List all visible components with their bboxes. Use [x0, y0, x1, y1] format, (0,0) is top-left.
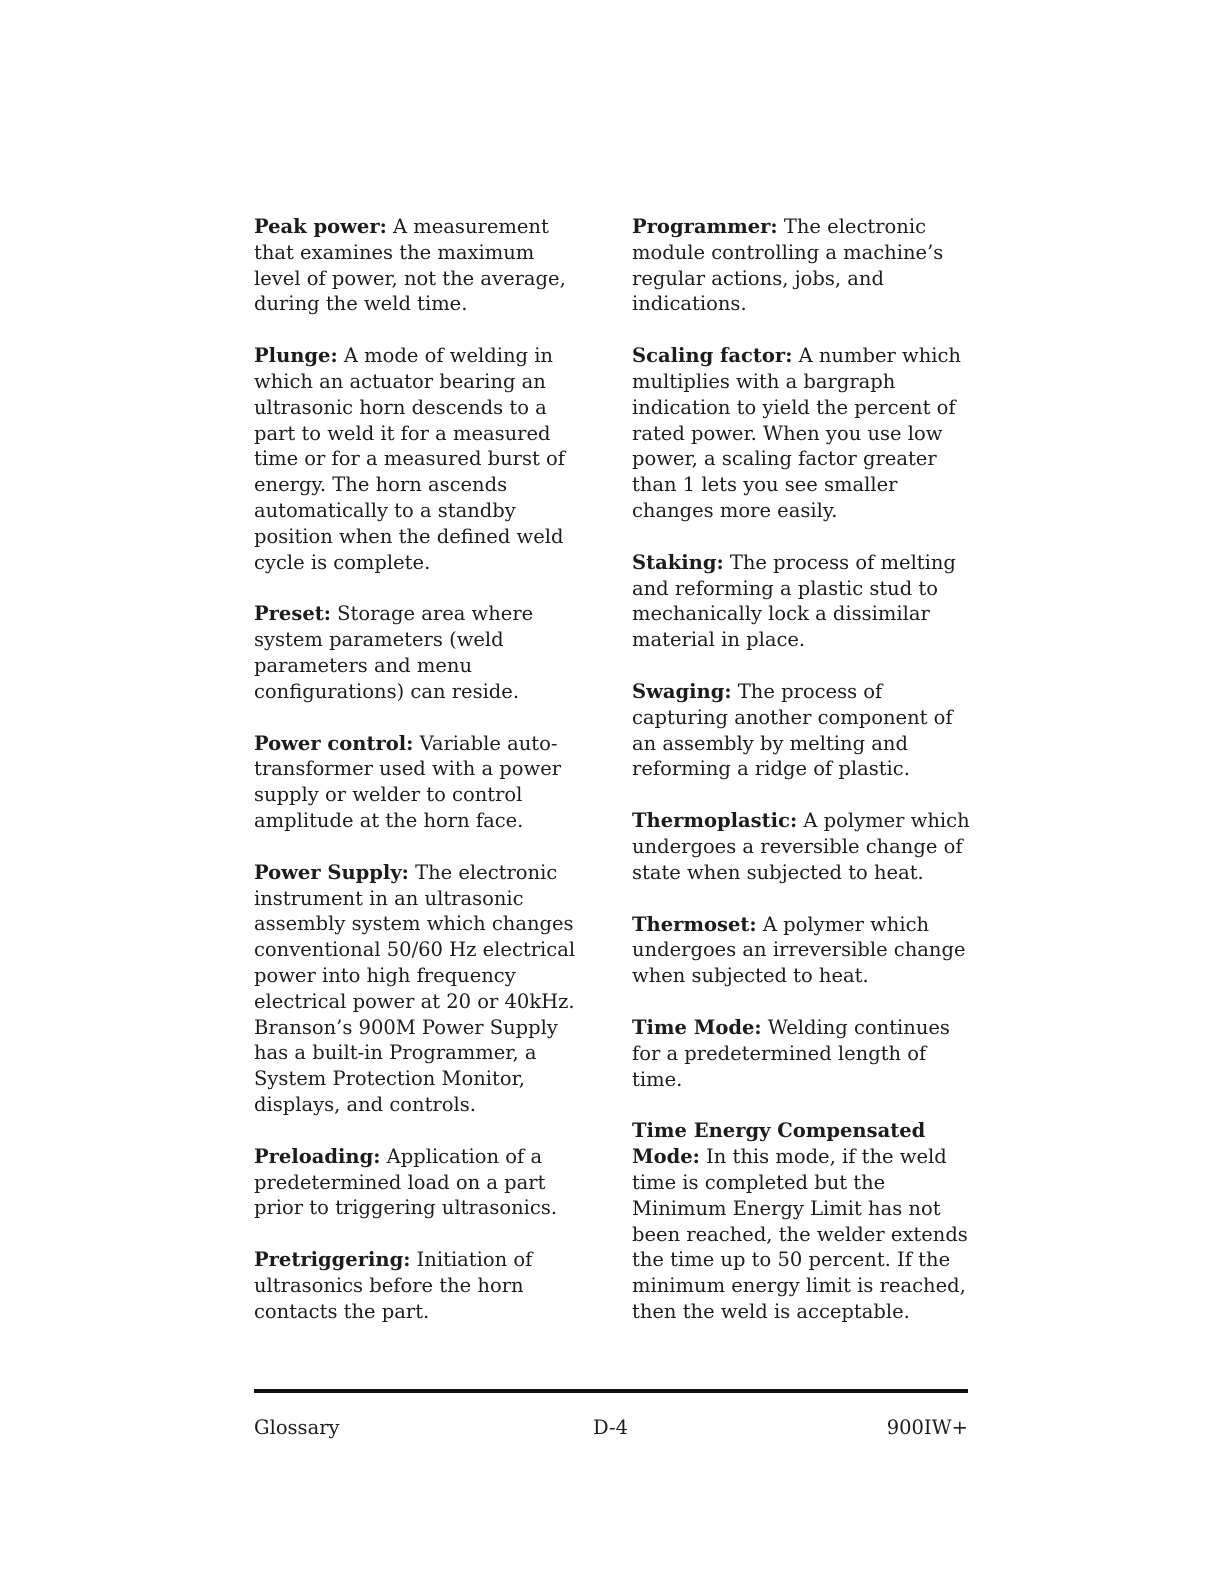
- glossary-term: Thermoplastic:: [632, 809, 798, 833]
- glossary-entry: [254, 731, 584, 834]
- glossary-term: Power Supply:: [254, 860, 409, 884]
- glossary-right-column: [632, 214, 977, 1351]
- glossary-entry: [632, 808, 977, 885]
- glossary-definition: In this mode, if the weld time is completed but the Minimum Energy Limit has not been reached, the welder extends the time up to 50 percent. If the minimum energy limit is reached, then the weld is acceptable.: [632, 1145, 968, 1323]
- footer-divider: [254, 1389, 968, 1393]
- glossary-term: Scaling factor:: [632, 344, 793, 368]
- glossary-definition: The electronic instrument in an ultrasonic assembly system which changes conventional 50/60 Hz electrical power into high frequency electrical power at 20 or 40kHz. Branson’s 900M Power Supply has a built-in Programmer, a System Protection Monitor, displays, and controls.: [254, 860, 576, 1116]
- glossary-definition: Application of a predetermined load on a part prior to triggering ultrasonics.: [254, 1144, 558, 1220]
- glossary-entry: [254, 860, 584, 1118]
- glossary-term: Preloading:: [254, 1144, 381, 1168]
- glossary-term: Peak power:: [254, 215, 387, 238]
- glossary-term: Thermoset:: [632, 912, 757, 936]
- glossary-entry: [254, 601, 584, 704]
- glossary-definition: A number which multiplies with a bargraph indication to yield the percent of rated power. When you use low power, a scaling factor greater than 1 lets you see smaller changes more easily.: [632, 344, 961, 522]
- glossary-term: Time Mode:: [632, 1015, 762, 1039]
- glossary-term: Swaging:: [632, 679, 732, 703]
- glossary-definition: Variable auto-transformer used with a power supply or welder to control amplitude at the horn face.: [254, 731, 562, 832]
- glossary-definition: A polymer which undergoes a reversible change of state when subjected to heat.: [632, 809, 970, 884]
- glossary-entry: [632, 343, 977, 524]
- glossary-definition: The electronic module controlling a machine’s regular actions, jobs, and indications.: [632, 215, 944, 316]
- glossary-entry: [254, 343, 584, 575]
- glossary-entry: [632, 1015, 977, 1092]
- glossary-definition: Initiation of ultrasonics before the horn contacts the part.: [254, 1248, 533, 1323]
- glossary-entry: [632, 679, 977, 782]
- glossary-term: Programmer:: [632, 215, 778, 238]
- glossary-definition: A mode of welding in which an actuator bearing an ultrasonic horn descends to a part to weld it for a measured time or for a measured burst of energy. The horn ascends automatically to a standby position when the defined weld cycle is complete.: [254, 344, 565, 574]
- glossary-definition: A polymer which undergoes an irreversible change when subjected to heat.: [632, 912, 966, 988]
- glossary-entry: [632, 1118, 977, 1324]
- glossary-entry: [254, 1247, 584, 1324]
- glossary-entry: [632, 912, 977, 989]
- glossary-definition: Welding continues for a predetermined length of time.: [632, 1015, 950, 1091]
- glossary-entry: [254, 1144, 584, 1221]
- glossary-definition: The process of capturing another component of an assembly by melting and reforming a ridge of plastic.: [632, 679, 953, 781]
- glossary-definition: A measurement that examines the maximum level of power, not the average, during the weld time.: [254, 215, 566, 316]
- glossary-term: Plunge:: [254, 344, 338, 368]
- glossary-term: Pretriggering:: [254, 1248, 411, 1272]
- glossary-definition: The process of melting and reforming a plastic stud to mechanically lock a dissimilar material in place.: [632, 550, 956, 652]
- glossary-term: Time Energy Compensated Mode:: [632, 1119, 926, 1169]
- glossary-entry: [632, 214, 977, 317]
- footer-section-name: Glossary: [254, 1416, 340, 1439]
- glossary-term: Preset:: [254, 602, 331, 626]
- footer-page-number: D-4: [593, 1416, 628, 1439]
- glossary-term: Staking:: [632, 550, 724, 574]
- glossary-definition: Storage area where system parameters (weld parameters and menu configurations) can reside.: [254, 602, 534, 703]
- glossary-entry: [254, 214, 584, 317]
- glossary-left-column: [254, 214, 584, 1350]
- footer-product-name: 900IW+: [886, 1416, 968, 1439]
- glossary-entry: [632, 550, 977, 653]
- glossary-term: Power control:: [254, 731, 414, 755]
